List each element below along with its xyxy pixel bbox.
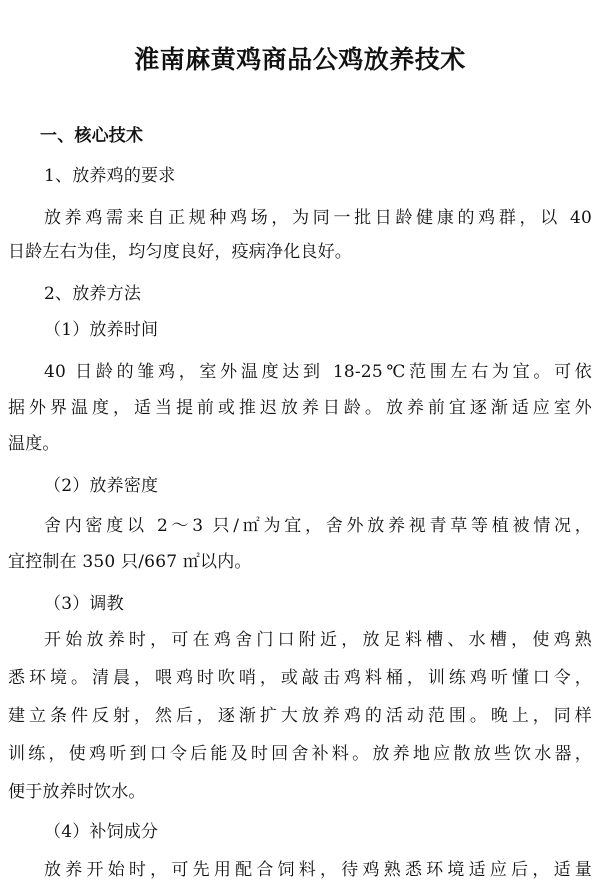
item-heading-time: （1）放养时间: [44, 320, 159, 340]
paragraph-line: 日龄左右为佳，均匀度良好，疫病净化良好。: [8, 242, 352, 262]
subheading-requirements: 1、放养鸡的要求: [44, 166, 176, 186]
paragraph-line: 温度。: [8, 434, 60, 454]
paragraph-line: 建立条件反射，然后，逐渐扩大放养鸡的活动范围。晚上，同样: [8, 706, 592, 726]
item-heading-training: （3）调教: [44, 594, 124, 614]
paragraph-line: 放养开始时，可先用配合饲料，待鸡熟悉环境适应后，适量: [44, 860, 592, 880]
section-heading-core-tech: 一、核心技术: [40, 126, 144, 146]
paragraph-line: 舍内密度以 2～3 只/㎡为宜，舍外放养视青草等植被情况，: [44, 516, 592, 536]
item-heading-density: （2）放养密度: [44, 476, 159, 496]
paragraph-line: 宜控制在 350 只/667 ㎡以内。: [8, 552, 252, 572]
document-title: 淮南麻黄鸡商品公鸡放养技术: [134, 45, 466, 74]
subheading-methods: 2、放养方法: [44, 284, 142, 304]
paragraph-line: 据外界温度，适当提前或推迟放养日龄。放养前宜逐渐适应室外: [8, 398, 592, 418]
paragraph-line: 40 日龄的雏鸡，室外温度达到 18-25℃范围左右为宜。可依: [44, 362, 592, 382]
paragraph-line: 便于放养时饮水。: [8, 782, 146, 802]
paragraph-line: 开始放养时，可在鸡舍门口附近，放足料槽、水槽，使鸡熟: [44, 630, 592, 650]
paragraph-line: 放养鸡需来自正规种鸡场，为同一批日龄健康的鸡群，以 40: [44, 208, 592, 228]
paragraph-line: 训练，使鸡听到口令后能及时回舍补料。放养地应散放些饮水器，: [8, 744, 592, 764]
item-heading-feed: （4）补饲成分: [44, 822, 159, 842]
paragraph-line: 悉环境。清晨，喂鸡时吹哨，或敲击鸡料桶，训练鸡听懂口令，: [8, 668, 592, 688]
